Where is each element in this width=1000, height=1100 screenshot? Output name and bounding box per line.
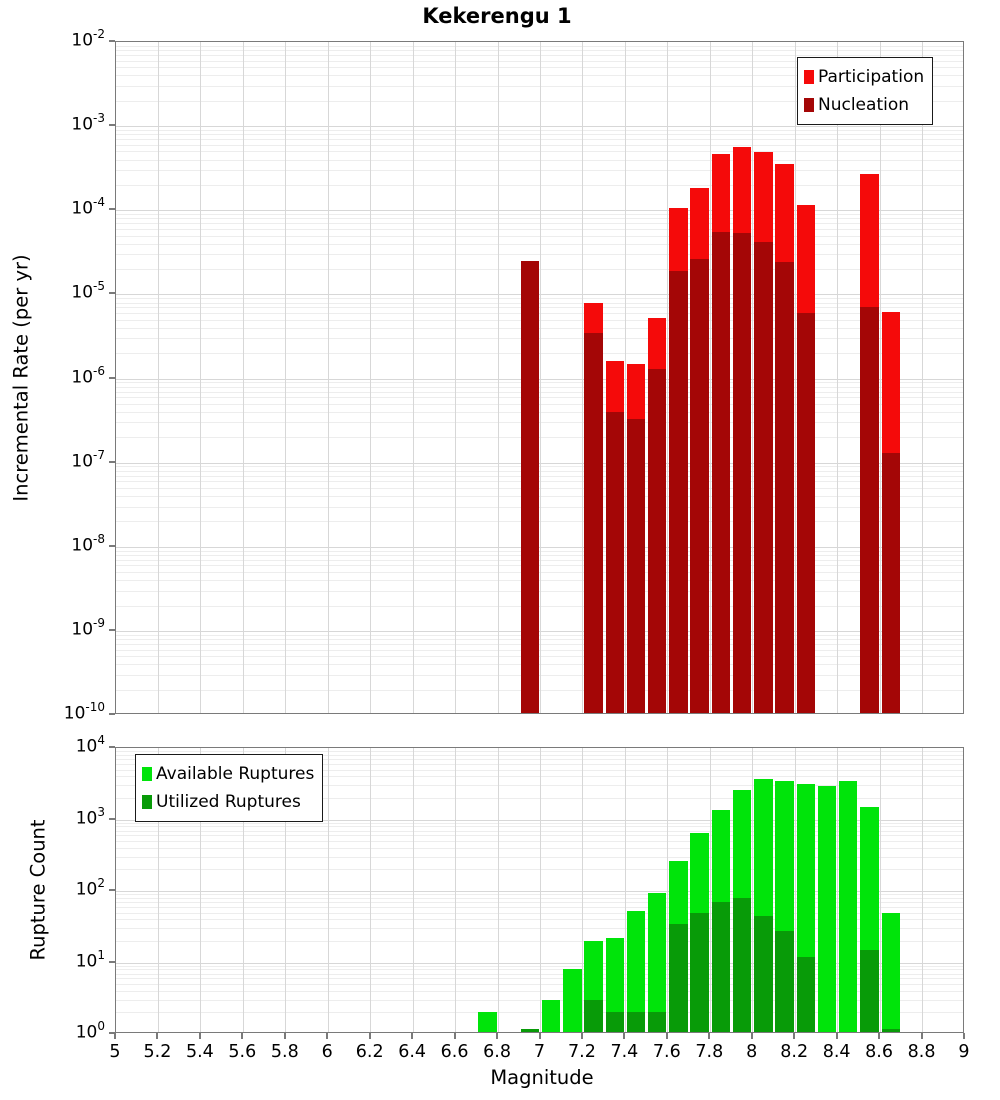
gridline-vertical [880,42,881,713]
x-tick-mark [708,1033,710,1039]
x-tick-label: 8.4 [822,1042,851,1062]
x-tick-label: 5.2 [143,1042,172,1062]
legend-ruptures [135,754,323,822]
y-tick-mark [109,713,115,715]
y-tick-mark [109,377,115,379]
x-tick-mark [836,1033,838,1039]
utilized-ruptures-bar [775,931,793,1032]
y-tick-label: $10^1$ [75,947,105,972]
legend-label-utilized: Utilized Ruptures [156,792,301,812]
y-axis-label-incremental-rate: Incremental Rate (per yr) [9,254,33,502]
nucleation-swatch-icon [804,98,814,112]
x-axis-label-magnitude: Magnitude [490,1066,594,1089]
available-ruptures-bar [478,1012,496,1032]
y-tick-label: $10^{-9}$ [71,615,105,640]
y-tick-label: $10^{-7}$ [71,447,105,472]
nucleation-bar [775,262,793,713]
available-ruptures-bar [882,913,900,1032]
y-tick-label: $10^3$ [75,804,105,829]
nucleation-bar [733,233,751,713]
x-tick-label: 8 [746,1042,758,1062]
x-tick-label: 7.8 [695,1042,724,1062]
gridline-vertical [837,42,838,713]
x-tick-label: 9 [958,1042,970,1062]
nucleation-bar [627,419,645,713]
x-tick-label: 6.6 [440,1042,469,1062]
y-tick-mark [109,461,115,463]
y-tick-mark [109,961,115,963]
gridline-vertical [243,42,244,713]
x-tick-label: 7.4 [610,1042,639,1062]
legend-item-nucleation [804,91,924,119]
y-tick-label: $10^{-5}$ [71,279,105,303]
gridline-vertical [200,42,201,713]
available-ruptures-bar [839,781,857,1032]
x-tick-mark [539,1033,541,1039]
y-tick-mark [109,124,115,126]
gridline-vertical [625,748,626,1032]
y-tick-mark [109,208,115,210]
gridline-vertical [582,748,583,1032]
legend-item-participation [804,63,924,91]
gridline-vertical [328,42,329,713]
utilized-ruptures-bar [882,1029,900,1032]
gridline-vertical [922,42,923,713]
y-tick-mark [109,292,115,294]
x-tick-label: 7.2 [568,1042,596,1062]
x-tick-mark [581,1033,583,1039]
x-tick-label: 5.8 [270,1042,299,1062]
x-tick-label: 6.2 [355,1042,384,1062]
legend-label-nucleation: Nucleation [818,95,910,115]
x-tick-mark [921,1033,923,1039]
top-chart-plot-area [116,42,963,713]
x-tick-mark [666,1033,668,1039]
gridline-vertical [285,42,286,713]
gridline-vertical [880,748,881,1032]
gridline-vertical [455,42,456,713]
x-tick-label: 6 [321,1042,333,1062]
gridline-vertical [540,748,541,1032]
nucleation-bar [584,333,602,713]
utilized-ruptures-bar [648,1012,666,1032]
y-tick-label: $10^{-8}$ [71,531,105,556]
nucleation-bar [521,261,539,713]
nucleation-bar [754,242,772,713]
x-tick-mark [199,1033,201,1039]
available-swatch-icon [142,767,152,781]
legend-label-available: Available Ruptures [156,764,315,784]
x-tick-label: 5 [109,1042,121,1062]
available-ruptures-bar [563,969,581,1032]
available-ruptures-bar [542,1000,560,1032]
gridline-vertical [328,748,329,1032]
gridline-vertical [667,42,668,713]
nucleation-bar [648,369,666,713]
nucleation-bar [797,313,815,713]
x-tick-label: 8.8 [907,1042,936,1062]
y-tick-mark [109,40,115,42]
gridline-vertical [922,748,923,1032]
gridline-vertical [582,42,583,713]
utilized-ruptures-bar [733,898,751,1032]
utilized-ruptures-bar [584,1000,602,1032]
x-tick-mark [454,1033,456,1039]
x-tick-mark [284,1033,286,1039]
nucleation-bar [669,271,687,713]
x-tick-mark [496,1033,498,1039]
y-tick-label: $10^{-10}$ [63,699,105,724]
utilized-ruptures-bar [754,916,772,1032]
gridline-vertical [370,748,371,1032]
x-tick-label: 7 [533,1042,546,1062]
x-tick-mark [114,1033,116,1039]
gridline-vertical [625,42,626,713]
legend-rate [797,57,933,125]
y-tick-label: $10^2$ [75,875,105,900]
y-tick-label: $10^0$ [75,1018,105,1043]
gridline-vertical [498,42,499,713]
legend-item-available [142,760,314,788]
gridline-vertical [752,748,753,1032]
participation-swatch-icon [804,70,814,84]
x-tick-label: 5.6 [228,1042,257,1062]
gridline-vertical [540,42,541,713]
x-tick-mark [793,1033,795,1039]
x-tick-mark [326,1033,328,1039]
utilized-ruptures-bar [797,957,815,1032]
x-tick-mark [369,1033,371,1039]
utilized-ruptures-bar [690,913,708,1032]
y-tick-mark [109,545,115,547]
gridline-vertical [710,42,711,713]
gridline-vertical [370,42,371,713]
x-tick-mark [411,1033,413,1039]
utilized-ruptures-bar [669,924,687,1032]
x-tick-label: 8.2 [780,1042,809,1062]
gridline-vertical [795,748,796,1032]
utilized-ruptures-bar [860,950,878,1032]
y-axis-label-rupture-count: Rupture Count [26,819,50,961]
y-tick-label: $10^{-3}$ [71,110,105,135]
y-tick-label: $10^{-4}$ [71,195,105,219]
utilized-ruptures-bar [606,1012,624,1032]
gridline-vertical [667,748,668,1032]
x-tick-label: 6.4 [398,1042,427,1062]
nucleation-bar [882,453,900,713]
gridline-vertical [752,42,753,713]
nucleation-bar [690,259,708,713]
gridline-vertical [455,748,456,1032]
utilized-swatch-icon [142,795,152,809]
y-tick-mark [109,629,115,631]
x-tick-mark [963,1033,965,1039]
gridline-vertical [158,42,159,713]
available-ruptures-bar [818,786,836,1032]
gridline-vertical [837,748,838,1032]
y-tick-mark [109,818,115,820]
chart-title: Kekerengu 1 [422,4,572,28]
x-tick-mark [751,1033,753,1039]
utilized-ruptures-bar [521,1029,539,1032]
x-tick-label: 6.8 [483,1042,511,1062]
gridline-vertical [710,748,711,1032]
nucleation-bar [606,412,624,713]
y-tick-mark [109,746,115,748]
gridline-vertical [413,42,414,713]
legend-item-utilized [142,788,314,816]
available-ruptures-bar [648,893,666,1032]
utilized-ruptures-bar [712,902,730,1032]
legend-label-participation: Participation [818,67,925,87]
top-chart-plot [115,41,964,714]
x-tick-label: 7.6 [652,1042,681,1062]
nucleation-bar [712,232,730,713]
utilized-ruptures-bar [627,1012,645,1032]
y-tick-label: $10^{-6}$ [71,363,105,388]
x-tick-label: 8.6 [865,1042,894,1062]
gridline-vertical [413,748,414,1032]
x-tick-mark [623,1033,625,1039]
x-tick-label: 5.4 [185,1042,214,1062]
y-tick-label: $10^4$ [75,732,105,757]
nucleation-bar [860,307,878,713]
x-tick-mark [241,1033,243,1039]
gridline-vertical [498,748,499,1032]
x-tick-mark [156,1033,158,1039]
y-tick-label: $10^{-2}$ [71,26,105,51]
gridline-vertical [795,42,796,713]
y-tick-mark [109,889,115,891]
x-tick-mark [878,1033,880,1039]
